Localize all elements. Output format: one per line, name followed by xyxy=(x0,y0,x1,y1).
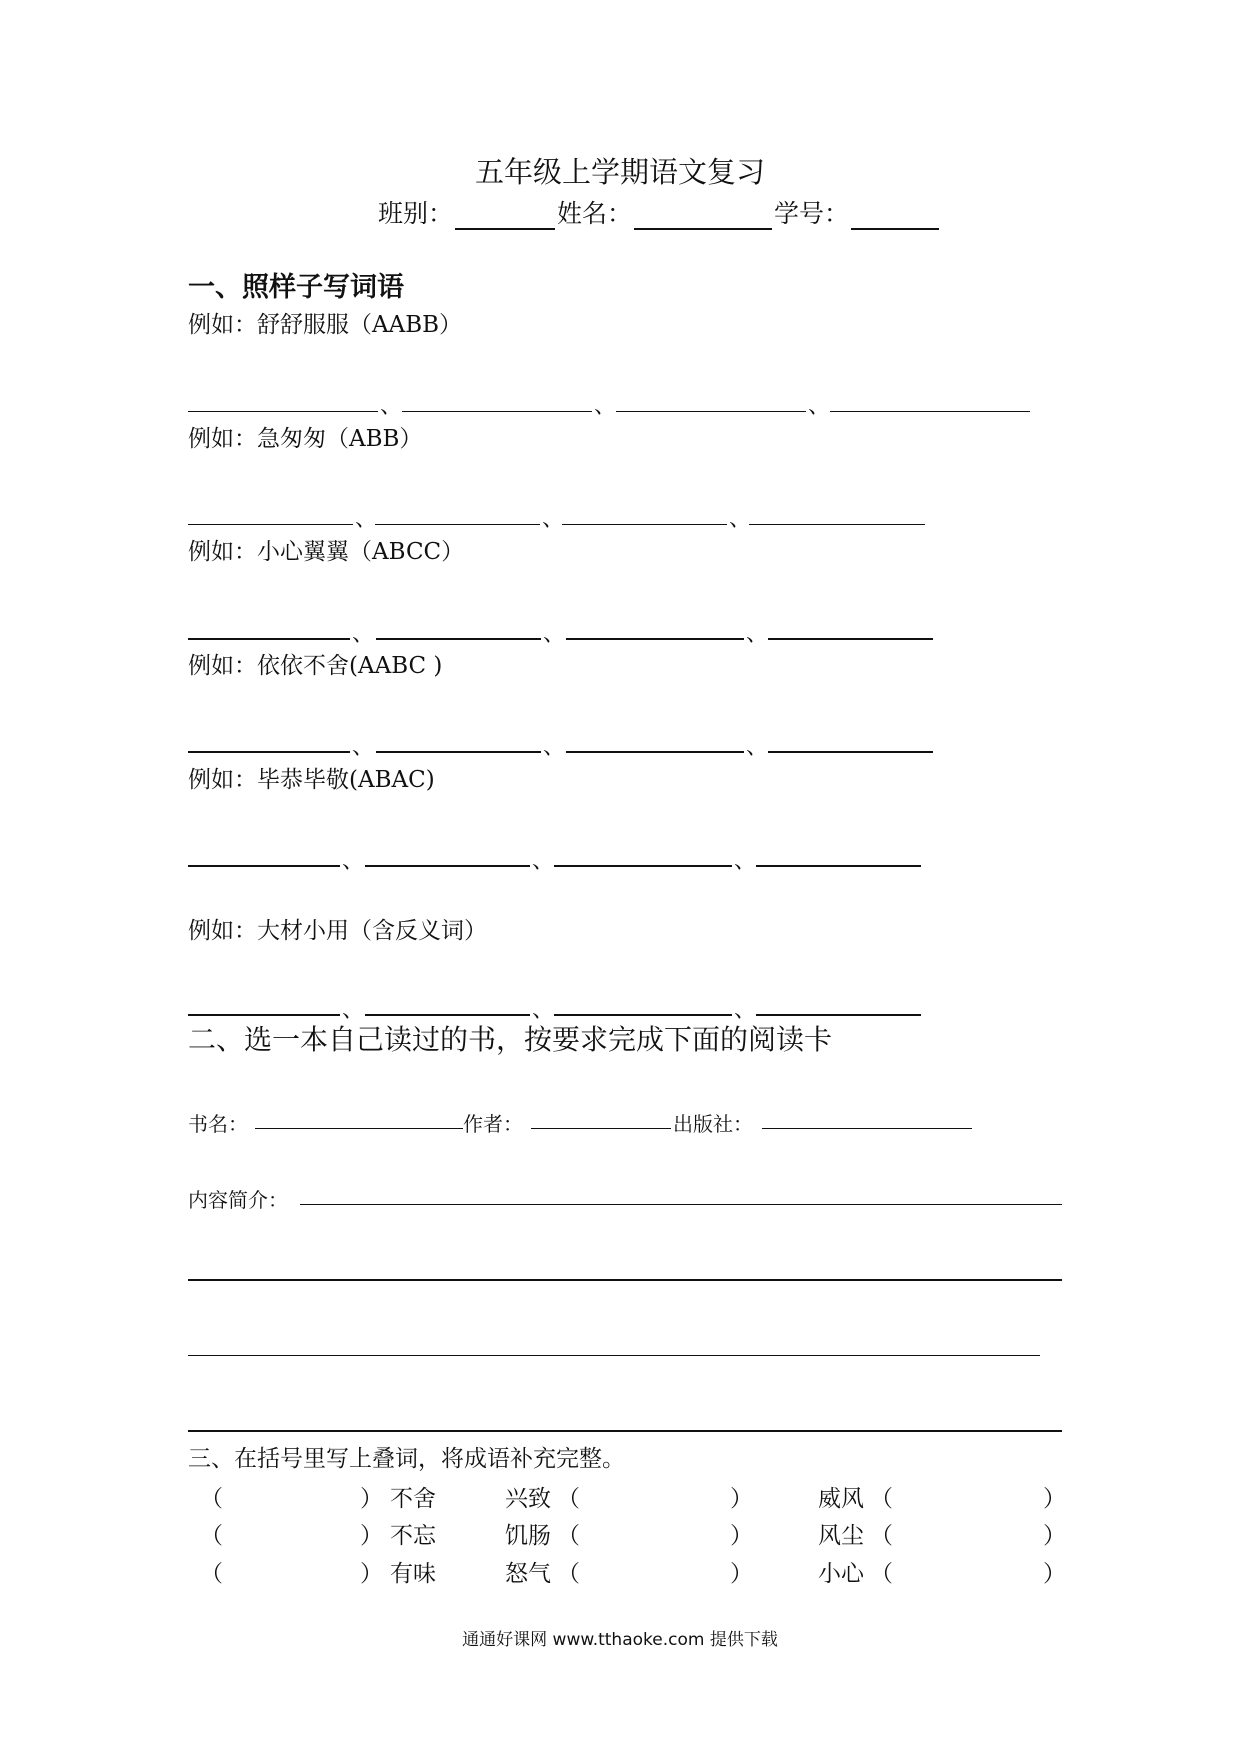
separator: 、 xyxy=(532,849,555,874)
open-paren: （ xyxy=(200,1523,223,1549)
separator: 、 xyxy=(543,735,566,760)
separator: 、 xyxy=(542,507,565,532)
name-field[interactable] xyxy=(634,202,772,230)
answer-blank[interactable] xyxy=(188,751,350,753)
summary-label: 内容简介： xyxy=(188,1188,288,1212)
answer-blank[interactable] xyxy=(756,865,921,867)
summary-line-1[interactable] xyxy=(300,1204,1062,1205)
answer-blank[interactable] xyxy=(566,638,744,640)
download-footer: 通通好课网 www.tthaoke.com 提供下载 xyxy=(462,1630,778,1650)
open-paren: （ xyxy=(557,1486,580,1512)
section3-heading: 三、在括号里写上叠词，将成语补充完整。 xyxy=(188,1446,625,1472)
publisher-field[interactable] xyxy=(762,1128,972,1129)
author-label: 作者： xyxy=(463,1112,523,1136)
answer-blank[interactable] xyxy=(756,1014,921,1016)
author-field[interactable] xyxy=(531,1128,671,1129)
open-paren: （ xyxy=(200,1486,223,1512)
close-paren: ） xyxy=(360,1523,383,1549)
answer-blank[interactable] xyxy=(375,524,540,525)
separator: 、 xyxy=(734,998,757,1023)
separator: 、 xyxy=(342,998,365,1023)
answer-blank[interactable] xyxy=(376,751,541,753)
example-antonym: 例如：大材小用（含反义词） xyxy=(188,918,487,944)
section1-heading: 一、照样子写词语 xyxy=(188,272,404,303)
answer-blank[interactable] xyxy=(365,865,530,867)
class-field[interactable] xyxy=(455,202,555,230)
answer-row-aabc xyxy=(188,723,1088,760)
open-paren: （ xyxy=(557,1561,580,1587)
close-paren: ） xyxy=(360,1561,383,1587)
answer-blank[interactable] xyxy=(188,865,340,867)
separator: 、 xyxy=(355,507,378,532)
answer-row-abb xyxy=(188,495,1088,532)
close-paren: ） xyxy=(730,1523,753,1549)
answer-blank[interactable] xyxy=(768,751,933,753)
close-paren: ） xyxy=(730,1561,753,1587)
idiom-prefix: 威风 xyxy=(818,1486,864,1512)
book-title-label: 书名： xyxy=(188,1112,248,1136)
answer-blank[interactable] xyxy=(749,524,925,525)
close-paren: ） xyxy=(1043,1561,1066,1587)
separator: 、 xyxy=(380,394,403,419)
answer-row-abcc xyxy=(188,610,1088,647)
answer-row-aabb xyxy=(188,382,1088,419)
separator: 、 xyxy=(808,394,831,419)
close-paren: ） xyxy=(730,1486,753,1512)
answer-blank[interactable] xyxy=(376,638,541,640)
answer-blank[interactable] xyxy=(188,524,353,525)
idiom-suffix: 不舍 xyxy=(390,1486,436,1512)
page-title: 五年级上学期语文复习 xyxy=(474,155,765,189)
publisher-label: 出版社： xyxy=(673,1112,753,1136)
answer-blank[interactable] xyxy=(554,1014,732,1016)
separator: 、 xyxy=(746,622,769,647)
idiom-prefix: 怒气 xyxy=(505,1561,551,1587)
open-paren: （ xyxy=(870,1523,893,1549)
answer-blank[interactable] xyxy=(188,1014,340,1016)
answer-blank[interactable] xyxy=(402,411,592,412)
book-title-field[interactable] xyxy=(255,1128,463,1129)
separator: 、 xyxy=(746,735,769,760)
idiom-prefix: 兴致 xyxy=(505,1486,551,1512)
idiom-prefix: 小心 xyxy=(818,1561,864,1587)
answer-blank[interactable] xyxy=(554,865,732,867)
answer-blank[interactable] xyxy=(562,524,727,525)
answer-blank[interactable] xyxy=(616,411,806,412)
answer-blank[interactable] xyxy=(188,638,350,640)
summary-line-3[interactable] xyxy=(188,1355,1040,1356)
answer-blank[interactable] xyxy=(830,411,1030,412)
separator: 、 xyxy=(532,998,555,1023)
idiom-prefix: 饥肠 xyxy=(505,1523,551,1549)
separator: 、 xyxy=(352,735,375,760)
example-abac: 例如：毕恭毕敬(ABAC) xyxy=(188,767,435,793)
separator: 、 xyxy=(734,849,757,874)
answer-blank[interactable] xyxy=(768,638,933,640)
name-label: 姓名： xyxy=(557,199,633,228)
idiom-suffix: 有味 xyxy=(390,1561,436,1587)
separator: 、 xyxy=(352,622,375,647)
answer-row-abac xyxy=(188,837,1088,874)
separator: 、 xyxy=(729,507,752,532)
answer-blank[interactable] xyxy=(566,751,744,753)
close-paren: ） xyxy=(1043,1523,1066,1549)
answer-row-antonym xyxy=(188,986,1088,1023)
example-abb: 例如：急匆匆（ABB） xyxy=(188,426,423,452)
id-label: 学号： xyxy=(774,199,850,228)
open-paren: （ xyxy=(200,1561,223,1587)
example-abcc: 例如：小心翼翼（ABCC） xyxy=(188,539,465,565)
idiom-suffix: 不忘 xyxy=(390,1523,436,1549)
example-aabb: 例如：舒舒服服（AABB） xyxy=(188,312,463,338)
class-label: 班别： xyxy=(378,199,454,228)
summary-line-4[interactable] xyxy=(188,1430,1062,1432)
summary-line-2[interactable] xyxy=(188,1279,1062,1281)
answer-blank[interactable] xyxy=(365,1014,530,1016)
close-paren: ） xyxy=(1043,1486,1066,1512)
id-field[interactable] xyxy=(851,202,939,230)
open-paren: （ xyxy=(557,1523,580,1549)
example-aabc: 例如：依依不舍(AABC ) xyxy=(188,653,443,679)
student-info-line xyxy=(378,194,941,230)
close-paren: ） xyxy=(360,1486,383,1512)
answer-blank[interactable] xyxy=(188,411,378,412)
open-paren: （ xyxy=(870,1486,893,1512)
separator: 、 xyxy=(543,622,566,647)
idiom-prefix: 风尘 xyxy=(818,1523,864,1549)
separator: 、 xyxy=(342,849,365,874)
separator: 、 xyxy=(594,394,617,419)
section2-heading: 二、选一本自己读过的书，按要求完成下面的阅读卡 xyxy=(188,1023,833,1056)
open-paren: （ xyxy=(870,1561,893,1587)
